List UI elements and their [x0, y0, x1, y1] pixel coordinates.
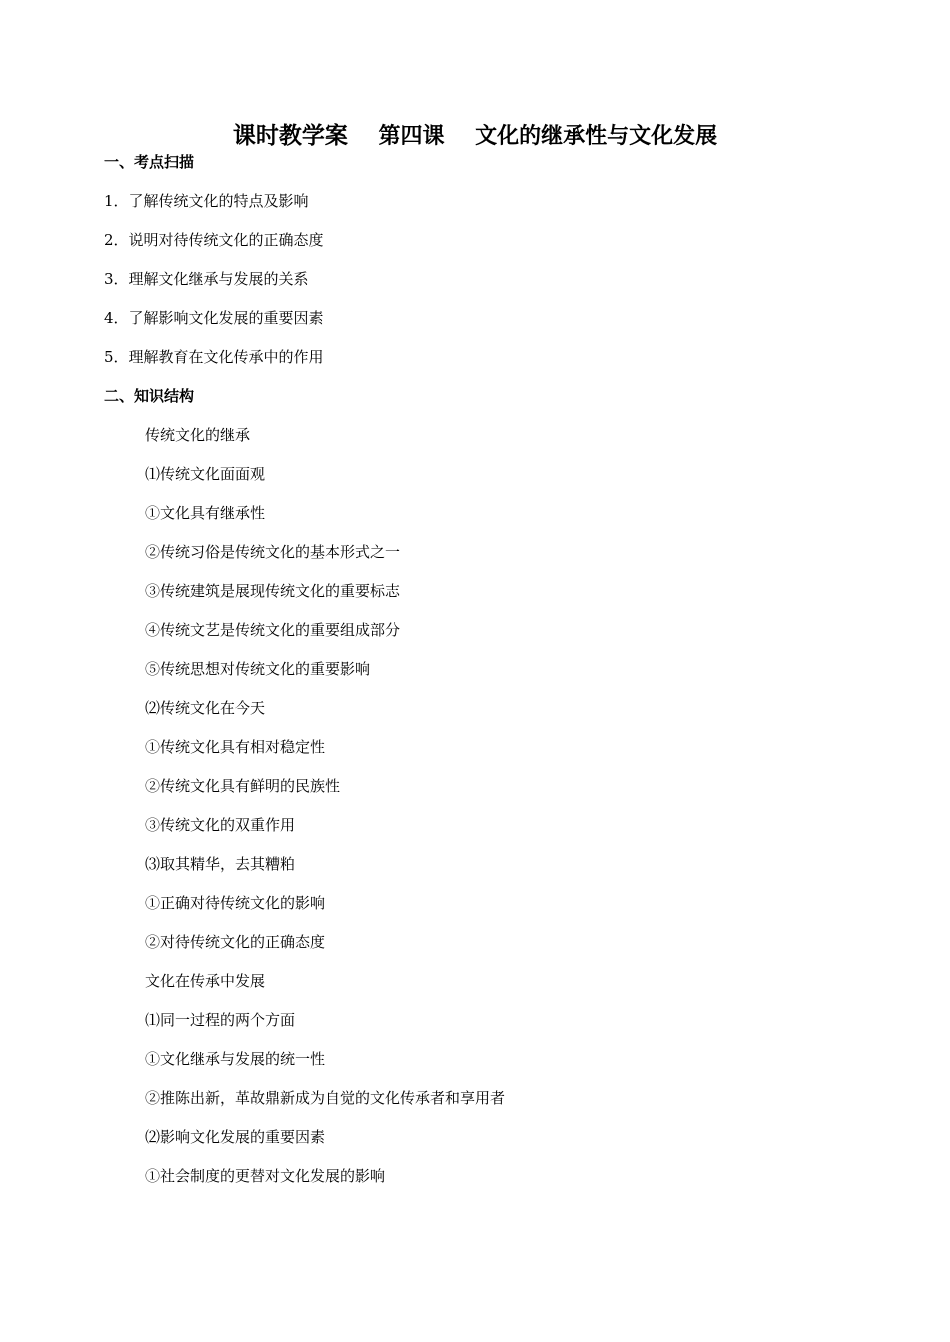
- structure-item: ①文化具有继承性: [145, 504, 266, 522]
- structure-item: ⑴传统文化面面观: [145, 465, 266, 483]
- structure-item: ②对待传统文化的正确态度: [145, 933, 326, 951]
- structure-item: ①社会制度的更替对文化发展的影响: [145, 1167, 386, 1185]
- exam-point-item: 4．了解影响文化发展的重要因素: [104, 309, 324, 327]
- title-topic: 文化的继承性与文化发展: [475, 123, 718, 149]
- structure-item: ⑶取其精华，去其糟粕: [145, 855, 296, 873]
- exam-point-item: 1．了解传统文化的特点及影响: [104, 192, 309, 210]
- exam-point-item: 2．说明对待传统文化的正确态度: [104, 231, 324, 249]
- structure-item: ⑵传统文化在今天: [145, 699, 266, 717]
- structure-item: 文化在传承中发展: [145, 972, 266, 990]
- structure-item: ④传统文艺是传统文化的重要组成部分: [145, 621, 401, 639]
- structure-item: ③传统建筑是展现传统文化的重要标志: [145, 582, 401, 600]
- structure-item: ③传统文化的双重作用: [145, 816, 296, 834]
- section-heading-exam-points: 一、考点扫描: [104, 153, 195, 171]
- structure-item: ⑵影响文化发展的重要因素: [145, 1128, 326, 1146]
- exam-point-item: 3．理解文化继承与发展的关系: [104, 270, 309, 288]
- structure-item: 传统文化的继承: [145, 426, 251, 444]
- document-title: [0, 117, 950, 150]
- structure-item: ⑤传统思想对传统文化的重要影响: [145, 660, 371, 678]
- exam-point-item: 5．理解教育在文化传承中的作用: [104, 348, 324, 366]
- structure-item: ①正确对待传统文化的影响: [145, 894, 326, 912]
- structure-item: ②推陈出新，革故鼎新成为自觉的文化传承者和享用者: [145, 1089, 506, 1107]
- section-heading-knowledge-structure: 二、知识结构: [104, 387, 195, 405]
- title-main: 课时教学案: [232, 122, 348, 149]
- title-lesson: 第四课: [378, 123, 445, 149]
- structure-item: ②传统习俗是传统文化的基本形式之一: [145, 543, 401, 561]
- structure-item: ⑴同一过程的两个方面: [145, 1011, 296, 1029]
- structure-item: ①传统文化具有相对稳定性: [145, 738, 326, 756]
- structure-item: ①文化继承与发展的统一性: [145, 1050, 326, 1068]
- structure-item: ②传统文化具有鲜明的民族性: [145, 777, 341, 795]
